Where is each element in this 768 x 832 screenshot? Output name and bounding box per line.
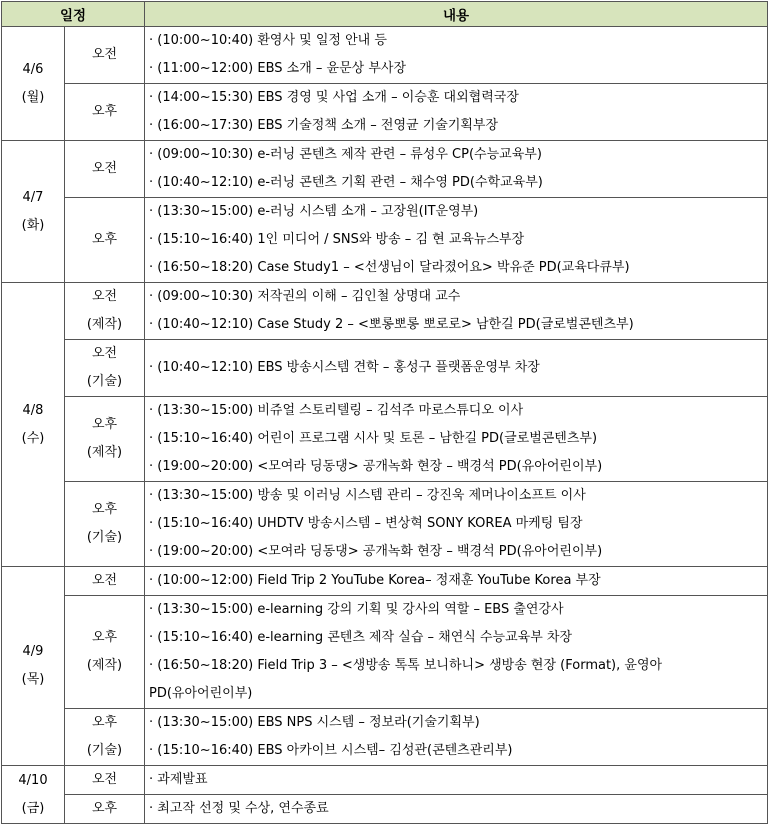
session-row — [2, 84, 768, 141]
period-cell — [65, 198, 145, 283]
session-row — [2, 709, 768, 766]
day-cell — [2, 27, 65, 141]
session-row — [2, 596, 768, 709]
period-label: 오후 — [91, 630, 118, 645]
schedule-item: · (10:00~10:40) 환영사 및 일정 안내 등 — [149, 33, 387, 48]
schedule-body — [2, 27, 768, 824]
period-cell — [65, 567, 145, 596]
period-label: 오전 — [91, 346, 118, 361]
content-cell — [145, 567, 768, 596]
period-track: (제작) — [86, 658, 123, 673]
schedule-item: · 과제발표 — [149, 772, 208, 787]
day-weekday: (월) — [21, 89, 45, 105]
period-track: (기술) — [86, 530, 123, 545]
period-cell — [65, 596, 145, 709]
schedule-item: · (13:30~15:00) e-learning 강의 기획 및 강사의 역할 – EBS 출연강사 — [149, 602, 564, 617]
period-label: 오전 — [91, 47, 118, 62]
schedule-item: · (09:00~10:30) 저작권의 이해 – 김인철 상명대 교수 — [149, 289, 461, 304]
period-cell — [65, 795, 145, 824]
schedule-item: · (13:30~15:00) 방송 및 이러닝 시스템 관리 – 강진욱 제머나이소프트 이사 — [149, 488, 586, 503]
schedule-item: · (10:40~12:10) Case Study 2 – <뽀롱뽀롱 뽀로로> 남한길 PD(글로벌콘텐츠부) — [149, 317, 634, 332]
content-cell — [145, 397, 768, 482]
schedule-table — [1, 1, 768, 824]
period-label: 오전 — [91, 289, 118, 304]
schedule-item: · (11:00~12:00) EBS 소개 – 윤문상 부사장 — [149, 61, 407, 76]
day-date: 4/9 — [22, 644, 44, 659]
period-label: 오후 — [91, 502, 118, 517]
schedule-item: · (15:10~16:40) e-learning 콘텐츠 제작 실습 – 채연식 수능교육부 차장 — [149, 630, 572, 645]
day-date: 4/10 — [18, 772, 48, 788]
day-weekday: (금) — [21, 800, 45, 816]
day-date: 4/7 — [22, 189, 44, 205]
period-cell — [65, 84, 145, 141]
period-cell — [65, 27, 145, 84]
schedule-item: · (15:10~16:40) EBS 아카이브 시스템– 김성관(콘텐츠관리부) — [149, 743, 513, 758]
session-row — [2, 198, 768, 283]
schedule-item: · (13:30~15:00) EBS NPS 시스템 – 정보라(기술기획부) — [149, 715, 480, 730]
day-cell — [2, 766, 65, 824]
period-label: 오전 — [91, 161, 118, 176]
session-row — [2, 567, 768, 596]
content-cell — [145, 766, 768, 795]
schedule-item: · (10:00~12:00) Field Trip 2 YouTube Korea– 정재훈 YouTube Korea 부장 — [149, 573, 601, 588]
session-row — [2, 397, 768, 482]
content-cell — [145, 795, 768, 824]
period-label: 오전 — [91, 573, 118, 588]
header-content: 내용 — [145, 2, 768, 27]
period-label: 오후 — [91, 232, 118, 247]
schedule-item: · (16:00~17:30) EBS 기술정책 소개 – 전영균 기술기획부장 — [149, 118, 499, 133]
session-row — [2, 482, 768, 567]
header-row — [2, 2, 768, 27]
schedule-item: · (15:10~16:40) 어린이 프로그램 시사 및 토론 – 남한길 PD(글로벌콘텐츠부) — [149, 431, 598, 446]
period-track: (제작) — [86, 317, 123, 332]
period-cell — [65, 482, 145, 567]
content-cell — [145, 482, 768, 567]
period-cell — [65, 141, 145, 198]
period-cell — [65, 709, 145, 766]
period-track: (제작) — [86, 445, 123, 460]
day-weekday: (수) — [21, 430, 45, 446]
schedule-item: · (10:40~12:10) EBS 방송시스템 견학 – 홍성구 플랫폼운영부 차장 — [149, 360, 540, 375]
session-row — [2, 283, 768, 340]
period-cell — [65, 766, 145, 795]
period-label: 오후 — [91, 104, 118, 119]
period-label: 오전 — [91, 772, 118, 787]
day-cell — [2, 141, 65, 283]
content-cell — [145, 84, 768, 141]
day-weekday: (목) — [21, 672, 45, 687]
session-row — [2, 340, 768, 397]
day-weekday: (화) — [21, 217, 45, 233]
schedule-item: · (16:50~18:20) Field Trip 3 – <생방송 톡톡 보니하니> 생방송 현장 (Format), 윤영아 — [149, 658, 663, 673]
content-cell — [145, 596, 768, 709]
period-cell — [65, 340, 145, 397]
schedule-item: · (19:00~20:00) <모여라 딩동댕> 공개녹화 현장 – 백경석 PD(유아어린이부) — [149, 544, 603, 559]
day-date: 4/6 — [22, 61, 44, 77]
schedule-item: · (14:00~15:30) EBS 경영 및 사업 소개 – 이승훈 대외협력국장 — [149, 90, 519, 105]
period-label: 오후 — [91, 417, 118, 432]
schedule-item: PD(유아어린이부) — [149, 686, 253, 701]
schedule-item: · (13:30~15:00) 비쥬얼 스토리텔링 – 김석주 마로스튜디오 이사 — [149, 403, 524, 418]
period-cell — [65, 397, 145, 482]
header-date: 일정 — [2, 2, 145, 27]
day-cell — [2, 283, 65, 567]
content-cell — [145, 340, 768, 397]
schedule-item: · (15:10~16:40) 1인 미디어 / SNS와 방송 – 김 현 교육뉴스부장 — [149, 232, 525, 247]
schedule-item: · (15:10~16:40) UHDTV 방송시스템 – 변상혁 SONY KOREA 마케팅 팀장 — [149, 516, 583, 531]
day-date: 4/8 — [22, 402, 44, 418]
period-label: 오후 — [91, 801, 118, 816]
schedule-item: · (10:40~12:10) e-러닝 콘텐츠 기획 관련 – 채수영 PD(수학교육부) — [149, 175, 543, 190]
period-track: (기술) — [86, 374, 123, 389]
content-cell — [145, 283, 768, 340]
session-row — [2, 795, 768, 824]
content-cell — [145, 27, 768, 84]
period-label: 오후 — [91, 715, 118, 730]
schedule-item: · (13:30~15:00) e-러닝 시스템 소개 – 고장원(IT운영부) — [149, 204, 479, 219]
session-row — [2, 766, 768, 795]
schedule-item: · (19:00~20:00) <모여라 딩동댕> 공개녹화 현장 – 백경석 PD(유아어린이부) — [149, 459, 603, 474]
session-row — [2, 27, 768, 84]
period-track: (기술) — [86, 743, 123, 758]
content-cell — [145, 141, 768, 198]
content-cell — [145, 709, 768, 766]
content-cell — [145, 198, 768, 283]
schedule-item: · 최고작 선정 및 수상, 연수종료 — [149, 801, 329, 816]
schedule-item: · (16:50~18:20) Case Study1 – <선생님이 달라졌어요> 박유준 PD(교육다큐부) — [149, 260, 630, 275]
schedule-item: · (09:00~10:30) e-러닝 콘텐츠 제작 관련 – 류성우 CP(수능교육부) — [149, 147, 542, 162]
period-cell — [65, 283, 145, 340]
session-row — [2, 141, 768, 198]
day-cell — [2, 567, 65, 766]
